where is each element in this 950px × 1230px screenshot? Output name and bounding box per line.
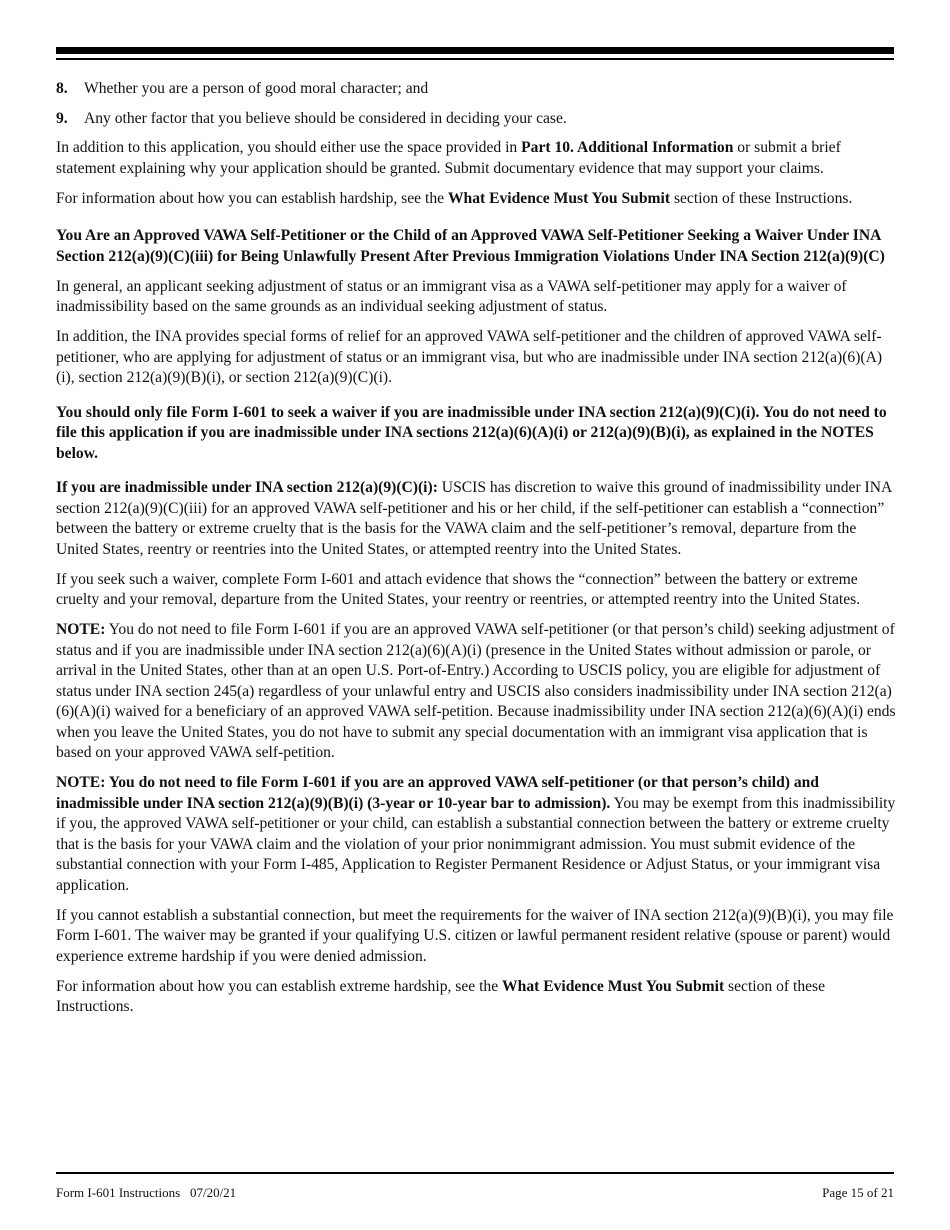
- section-heading: You Are an Approved VAWA Self-Petitioner or the Child of an Approved VAWA Self-Petitioner Seeking a Waiver Under INA Section 212(a)(9)(C)(iii) for Being Unlawfully Present After Previous Immigration Violations Under INA Section 212(a)(9)(C): [56, 227, 885, 265]
- bold-reference: Part 10. Additional Information: [521, 139, 734, 156]
- paragraph-extreme-hardship: [56, 977, 896, 1018]
- list-number: 8.: [56, 80, 68, 97]
- list-item: [56, 79, 896, 100]
- note-9b: [56, 773, 896, 896]
- header-rule-thin: [56, 58, 894, 60]
- note-bold: NOTE: You do not need to file Form I-601 if you are an approved VAWA self-petitioner (or that person’s child) and inadmissible under INA section 212(a)(9)(B)(i) (3-year or 10-year bar to admission).: [56, 774, 819, 812]
- footer-rule: [56, 1172, 894, 1174]
- paragraph-special-relief: In addition, the INA provides special forms of relief for an approved VAWA self-petitioner and the children of approved VAWA self-petitioner, who are applying for adjustment of status or an immigrant visa, but who are inadmissible under INA section 212(a)(6)(A)(i), section 212(a)(9)(B)(i), or section 212(a)(9)(C)(i).: [56, 328, 883, 386]
- header-rule-thick: [56, 47, 894, 54]
- paragraph-substantial-connection: If you cannot establish a substantial connection, but meet the requirements for the waiver of INA section 212(a)(9)(B)(i), you may file Form I-601. The waiver may be granted if your qualifying U.S. citizen or lawful permanent resident relative (spouse or parent) would experience extreme hardship if you were denied admission.: [56, 906, 894, 965]
- paragraph-hardship-info: [56, 189, 896, 210]
- note-label: NOTE:: [56, 621, 106, 638]
- text-run: USCIS has discretion to waive this ground of inadmissibility under INA section 212(a)(9)(C)(iii) for an approved VAWA self-petitioner and his or her child, if the self-petitioner can establish a “connection” between the battery or extreme cruelty that is the basis for the VAWA claim and the self-petitioner’s removal, departure from the United States, reentry or reentries into the United States, or attempted reentry into the United States.: [56, 479, 892, 558]
- text-run: section of these Instructions.: [56, 977, 826, 1015]
- paragraph-seek-waiver: If you seek such a waiver, complete Form I-601 and attach evidence that shows the “connection” between the battery or extreme cruelty and your removal, departure from the United States, your reentry or reentries, or attempted reentry into the United States.: [56, 570, 861, 608]
- paragraph-general: In general, an applicant seeking adjustment of status or an immigrant visa as a VAWA self-petitioner may apply for a waiver of inadmissibility based on the same grounds as an individual seeking adjustment of status.: [56, 277, 847, 315]
- text-run: section of these Instructions.: [670, 189, 853, 207]
- footer-page-number: Page 15 of 21: [822, 1185, 894, 1200]
- list-text: Any other factor that you believe should be considered in deciding your case.: [84, 109, 567, 127]
- text-run: You do not need to file Form I-601 if you are an approved VAWA self-petitioner (or that person’s child) seeking adjustment of status and if you are inadmissible under INA section 212(a)(6)(A)(i) (presence in the United States without admission or parole, or arrival in the United States, other than at an open U.S. Port-of-Entry.) According to USCIS policy, you are eligible for adjustment of status under INA section 245(a) regardless of your unlawful entry and USCIS also considers inadmissibility under INA section 212(a)(6)(A)(i) waived for a beneficiary of an approved VAWA self-petition. Because inadmissibility under INA section 212(a)(6)(A)(i) ends when you leave the United States, you do not have to submit any special documentation with an immigrant visa application that is based on your approved VAWA self-petition.: [56, 621, 896, 761]
- list-item: [56, 109, 896, 130]
- note-6a: [56, 620, 896, 764]
- text-run: or submit a brief statement explaining why your application should be granted. Submit documentary evidence that may support your claims.: [56, 139, 841, 177]
- text-run: For information about how you can establish extreme hardship, see the: [56, 977, 503, 995]
- list-text: Whether you are a person of good moral character; and: [84, 80, 429, 97]
- bold-lead: If you are inadmissible under INA section 212(a)(9)(C)(i):: [56, 479, 438, 496]
- list-number: 9.: [56, 109, 68, 127]
- paragraph-inadmissible-9c: [56, 478, 896, 560]
- text-run: In addition to this application, you should either use the space provided in: [56, 139, 522, 156]
- bold-reference: What Evidence Must You Submit: [502, 977, 725, 995]
- paragraph-additional-info: [56, 138, 896, 179]
- bold-reference: What Evidence Must You Submit: [447, 189, 671, 207]
- text-run: You may be exempt from this inadmissibility if you, the approved VAWA self-petitioner or your child, can establish a substantial connection between the battery or extreme cruelty that is the basis for your VAWA claim and the violation of your prior nonimmigrant admission. You must submit evidence of the substantial connection with your Form I-485, Application to Register Permanent Residence or Adjust Status, or your immigrant visa application.: [56, 794, 896, 894]
- page-content: [56, 79, 896, 1027]
- text-run: For information about how you can establish hardship, see the: [56, 189, 448, 207]
- footer-form-id: Form I-601 Instructions 07/20/21: [56, 1185, 237, 1200]
- paragraph-file-only: You should only file Form I-601 to seek a waiver if you are inadmissible under INA section 212(a)(9)(C)(i). You do not need to file this application if you are inadmissible under INA sections 212(a)(6)(A)(i) or 212(a)(9)(B)(i), as explained in the NOTES below.: [56, 403, 887, 462]
